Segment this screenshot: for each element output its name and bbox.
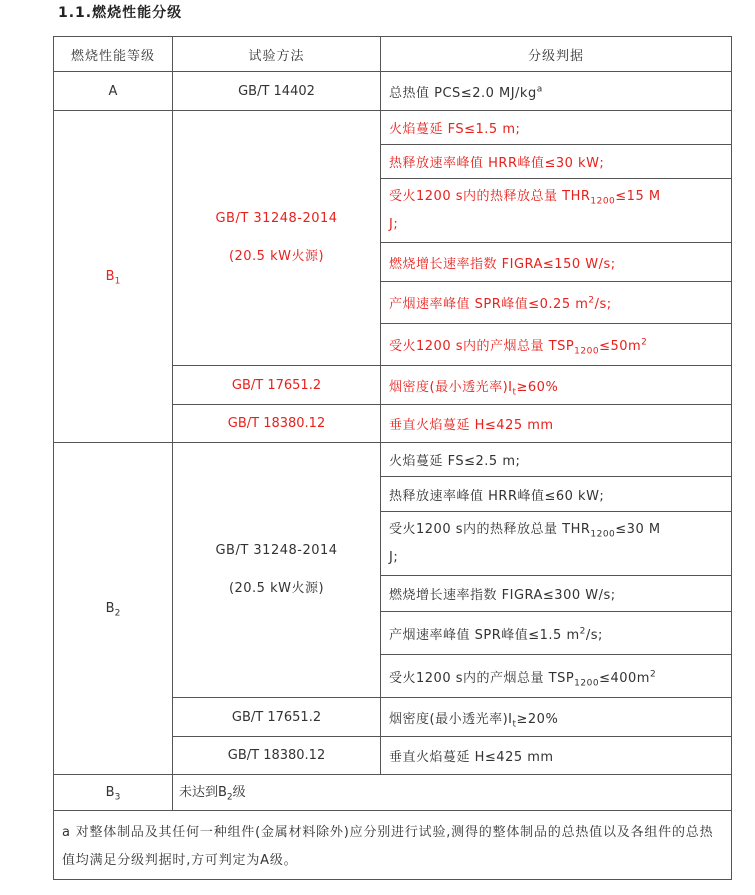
grade-b3: $B_3$ [54, 775, 173, 811]
table-row-b2 [54, 443, 732, 477]
method-b1-smoke: GB/T 17651.2 [173, 366, 381, 405]
criterion-b3: 未达到$B_2$级 [173, 775, 732, 811]
criterion-b1-vertical-flame: 垂直火焰蔓延 H≤425 mm [381, 405, 732, 443]
table-row-a [54, 72, 732, 111]
header-method: 试验方法 [173, 37, 381, 72]
method-b2-sbi: GB/T 31248-2014 (20.5 kW火源) [173, 443, 381, 698]
footnote: a 对整体制品及其任何一种组件(金属材料除外)应分别进行试验,测得的整体制品的总热值以及各组件的总热值均满足分级判据时,方可判定为A级。 [54, 811, 732, 880]
criterion-b1-tsp: 受火1200 s内的产烟总量 $TSP_{1200}\le 50m^2$ [381, 324, 732, 366]
table-header-row [54, 37, 732, 72]
criterion-b2-thr: 受火1200 s内的热释放总量 $THR_{1200}\le 30$ M J; [381, 512, 732, 576]
header-grade: 燃烧性能等级 [54, 37, 173, 72]
grade-a: A [54, 72, 173, 111]
section-title: 1.1.燃烧性能分级 [58, 5, 183, 21]
criterion-b2-figra: 燃烧增长速率指数 FIGRA≤300 W/s; [381, 576, 732, 612]
criterion-b1-fs: 火焰蔓延 FS≤1.5 m; [381, 111, 732, 145]
method-b1-vertical: GB/T 18380.12 [173, 405, 381, 443]
criterion-b1-figra: 燃烧增长速率指数 FIGRA≤150 W/s; [381, 243, 732, 282]
method-a: GB/T 14402 [173, 72, 381, 111]
criterion-b1-hrr: 热释放速率峰值 HRR峰值≤30 kW; [381, 145, 732, 179]
criterion-b2-hrr: 热释放速率峰值 HRR峰值≤60 kW; [381, 477, 732, 512]
table-row-b3 [54, 775, 732, 811]
table-row-b1 [54, 111, 732, 145]
grade-b1: $B_1$ [54, 111, 173, 443]
grade-b2: $B_2$ [54, 443, 173, 775]
criterion-b2-fs: 火焰蔓延 FS≤2.5 m; [381, 443, 732, 477]
criterion-a: 总热值 PCS≤2.0 $MJ/kg^a$ [381, 72, 732, 111]
method-b1-sbi: GB/T 31248-2014 (20.5 kW火源) [173, 111, 381, 366]
criterion-b2-spr: 产烟速率峰值 SPR峰值≤1.5 $m^2/s$; [381, 612, 732, 655]
criterion-b2-vertical-flame: 垂直火焰蔓延 H≤425 mm [381, 737, 732, 775]
header-criteria: 分级判据 [381, 37, 732, 72]
method-b2-vertical: GB/T 18380.12 [173, 737, 381, 775]
criterion-b1-smoke-density: 烟密度(最小透光率)$I_t\ge 60\%$ [381, 366, 732, 405]
criterion-b1-thr: 受火1200 s内的热释放总量 $THR_{1200}\le 15$ M J; [381, 179, 732, 243]
criterion-b2-smoke-density: 烟密度(最小透光率)$I_t\ge 20\%$ [381, 698, 732, 737]
fire-classification-table [53, 36, 732, 880]
method-b2-smoke: GB/T 17651.2 [173, 698, 381, 737]
table-row-footnote [54, 811, 732, 880]
criterion-b1-spr: 产烟速率峰值 SPR峰值≤0.25 $m^2/s$; [381, 282, 732, 324]
criterion-b2-tsp: 受火1200 s内的产烟总量 $TSP_{1200}\le 400m^2$ [381, 655, 732, 698]
